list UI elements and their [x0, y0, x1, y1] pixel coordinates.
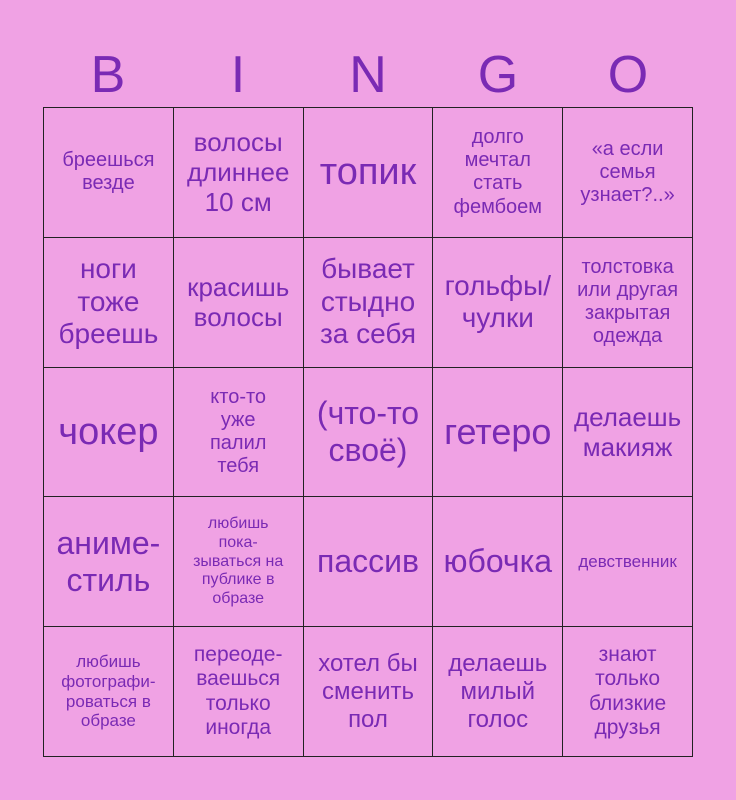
bingo-cell-r0-c0[interactable] [44, 108, 174, 238]
cell-label: гетеро [444, 411, 552, 453]
bingo-cell-r3-c4[interactable] [563, 497, 693, 627]
bingo-cell-r2-c4[interactable] [563, 368, 693, 498]
cell-label: любишь фотографи- роваться в образе [61, 652, 156, 731]
bingo-grid [43, 107, 693, 757]
cell-label: (что-то своё) [316, 394, 420, 468]
bingo-cell-r0-c4[interactable] [563, 108, 693, 238]
header-letter-n: N [349, 46, 387, 104]
bingo-cell-r3-c0[interactable] [44, 497, 174, 627]
cell-label: «а если семья узнает?..» [580, 137, 675, 206]
cell-label: юбочка [443, 543, 553, 580]
cell-label: девственник [578, 551, 677, 571]
cell-label: кто-то уже палил тебя [209, 385, 267, 478]
cell-label: бывает стыдно за себя [319, 253, 416, 350]
cell-label: толстовка или другая закрытая одежда [577, 255, 679, 348]
bingo-cell-r0-c1[interactable] [174, 108, 304, 238]
bingo-cell-r1-c4[interactable] [563, 238, 693, 368]
bingo-cell-r3-c1[interactable] [174, 497, 304, 627]
bingo-cell-r3-c2[interactable] [304, 497, 434, 627]
cell-label: знают только близкие друзья [588, 642, 667, 739]
cell-label: долго мечтал стать фембоем [453, 126, 543, 218]
cell-label: делаешь макияж [573, 401, 682, 462]
cell-label: делаешь милый голос [448, 649, 548, 733]
bingo-cell-r1-c2[interactable] [304, 238, 434, 368]
bingo-cell-r3-c3[interactable] [433, 497, 563, 627]
bingo-cell-r2-c3[interactable] [433, 368, 563, 498]
bingo-cell-r1-c0[interactable] [44, 238, 174, 368]
cell-label: топик [319, 151, 417, 194]
cell-label: переоде- ваешься только иногда [193, 642, 283, 739]
cell-label: аниме- стиль [56, 524, 161, 598]
bingo-cell-r0-c2[interactable] [304, 108, 434, 238]
bingo-cell-r4-c0[interactable] [44, 627, 174, 757]
bingo-cell-r2-c2[interactable] [304, 368, 434, 498]
bingo-cell-r2-c0[interactable] [44, 368, 174, 498]
header-letter-i: I [230, 46, 246, 104]
bingo-cell-r4-c4[interactable] [563, 627, 693, 757]
bingo-cell-r1-c1[interactable] [174, 238, 304, 368]
bingo-cell-r4-c1[interactable] [174, 627, 304, 757]
cell-label: пассив [316, 543, 419, 580]
bingo-cell-r1-c3[interactable] [433, 238, 563, 368]
cell-label: волосы длиннее 10 см [186, 127, 290, 218]
bingo-cell-r0-c3[interactable] [433, 108, 563, 238]
cell-label: чокер [58, 410, 159, 453]
cell-label: гольфы/ чулки [444, 269, 551, 334]
header-letter-g: G [477, 46, 519, 104]
cell-label: бреешься везде [62, 149, 155, 195]
bingo-cell-r4-c3[interactable] [433, 627, 563, 757]
cell-label: красишь волосы [187, 272, 290, 333]
cell-label: ноги тоже бреешь [58, 253, 159, 350]
cell-label: любишь пока- зываться на публике в образе [193, 515, 284, 607]
header-letter-o: O [607, 46, 649, 104]
bingo-cell-r4-c2[interactable] [304, 627, 434, 757]
bingo-header [43, 44, 693, 106]
header-letter-b: B [90, 46, 126, 104]
bingo-cell-r2-c1[interactable] [174, 368, 304, 498]
cell-label: хотел бы сменить пол [318, 649, 418, 733]
